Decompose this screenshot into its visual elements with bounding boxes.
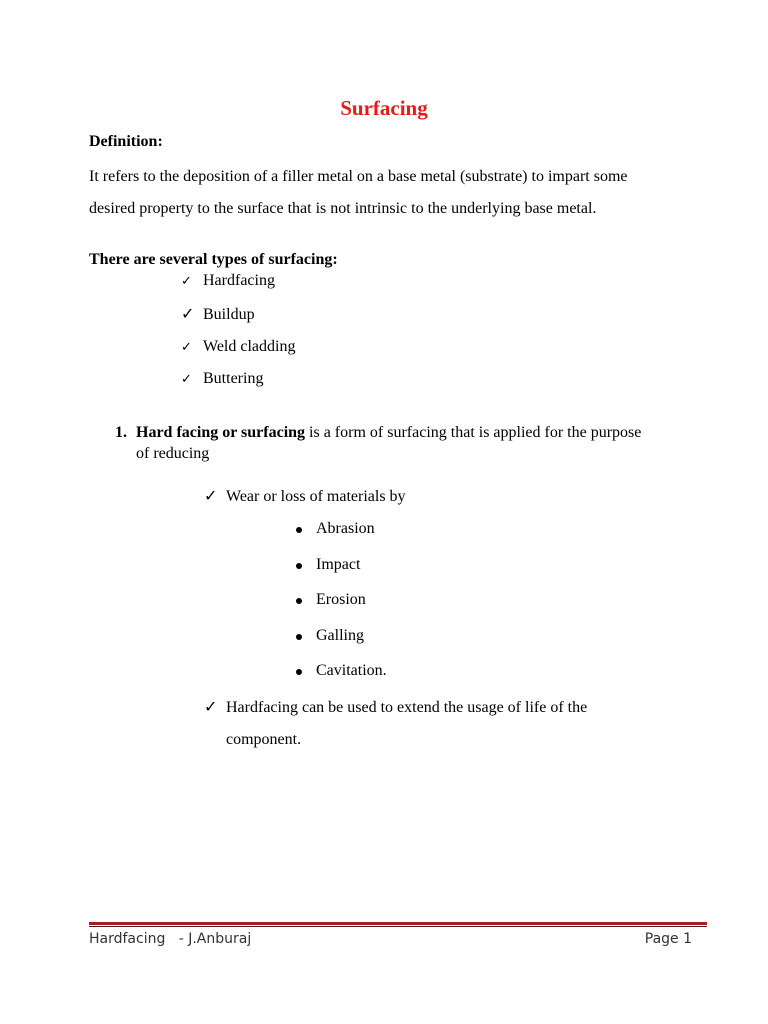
bullet-abrasion: Abrasion [316,520,375,537]
definition-heading: Definition: [89,133,163,150]
type-item-buildup: ✓ Buildup [181,306,255,323]
page-number: Page 1 [644,931,692,947]
bullet-dot-icon [296,527,302,533]
bullet-dot-icon [296,598,302,604]
bullet-dot-icon [296,669,302,675]
bullet-cavitation: Cavitation. [316,662,387,679]
definition-line-1: It refers to the deposition of a filler metal on a base metal (substrate) to impart some [89,168,628,185]
footer-rule [89,922,707,925]
footer-left-text: Hardfacing - J.Anburaj [89,931,252,947]
check-mark-icon: ✓ [204,699,218,716]
check-item-wear: ✓ Wear or loss of materials by [204,488,406,505]
section-term: Hard facing or surfacing [136,424,306,441]
types-heading: There are several types of surfacing: [89,251,338,268]
section-1-line-1 [136,424,641,442]
bullet-galling: Galling [316,627,364,644]
check-item-extend-life-line-2: component. [226,731,302,748]
footer-rule-thin [89,926,707,927]
bullet-dot-icon [296,634,302,640]
bullet-impact: Impact [316,556,361,573]
page-title: Surfacing [340,96,428,120]
type-item-buttering: ✓ Buttering [181,370,264,387]
type-item-hardfacing: ✓ Hardfacing [181,272,275,289]
check-mark-icon: ✓ [204,488,218,505]
bullet-erosion: Erosion [316,591,366,608]
check-mark-icon: ✓ [181,371,192,386]
section-1-line-2: of reducing [136,445,210,462]
bullet-dot-icon [296,563,302,569]
definition-line-2: desired property to the surface that is not intrinsic to the underlying base metal. [89,200,597,217]
check-mark-icon: ✓ [181,273,192,288]
section-1-rest: is a form of surfacing that is applied for the purpose [305,424,642,441]
check-mark-icon: ✓ [181,339,192,354]
type-item-weld-cladding: ✓ Weld cladding [181,338,296,355]
section-number: 1. [115,424,127,441]
check-mark-icon: ✓ [181,306,195,323]
check-item-extend-life: ✓ Hardfacing can be used to extend the usage of life of the [204,699,588,716]
